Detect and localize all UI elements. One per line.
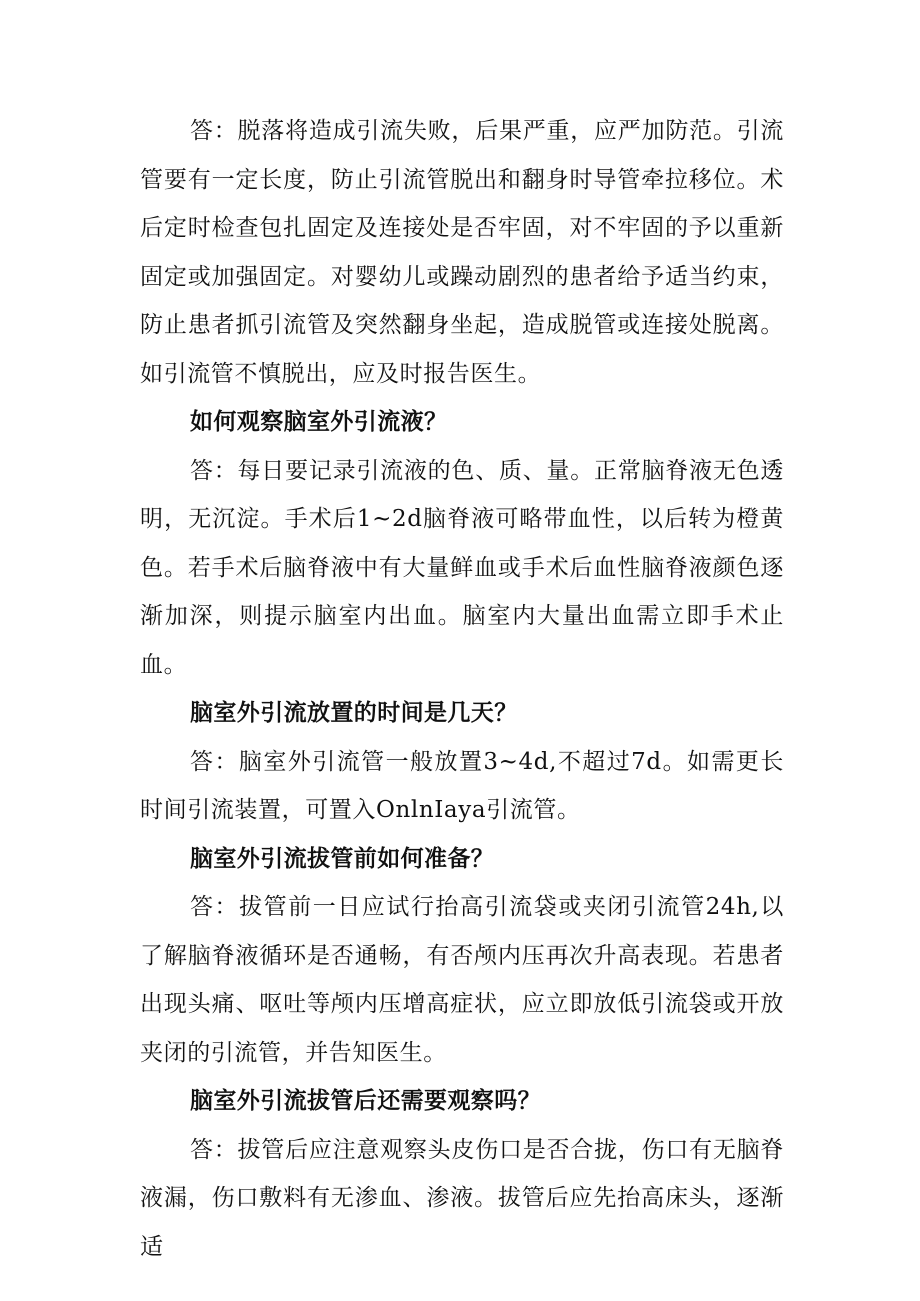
question-heading-pre-removal: 脑室外引流拔管前如何准备？ [190,845,495,872]
answer-paragraph-drain-duration: 答：脑室外引流管一般放置3~4d,不超过7d。如需更长时间引流装置，可置入OnlnIaya引流管。 [140,748,784,823]
answer-paragraph-drain-dislodgement: 答：脱落将造成引流失败，后果严重，应严加防范。引流管要有一定长度，防止引流管脱出和翻身时导管牵拉移位。术后定时检查包扎固定及连接处是否牢固，对不牢固的予以重新固定或加强固定。对婴幼儿或躁动剧烈的患者给予适当约束，防止患者抓引流管及突然翻身坐起，造成脱管或连接处脱离。如引流管不慎脱出，应及时报告医生。 [140,118,784,387]
document-body [140,107,784,1271]
answer-paragraph-pre-removal: 答：拔管前一日应试行抬高引流袋或夹闭引流管24h,以了解脑脊液循环是否通畅，有否颅内压再次升高表现。若患者出现头痛、呕吐等颅内压增高症状，应立即放低引流袋或开放夹闭的引流管，并告知医生。 [140,894,784,1066]
question-heading-post-removal: 脑室外引流拔管后还需要观察吗？ [190,1088,541,1114]
question-heading-observe-drainage: 如何观察脑室外引流液？ [190,409,448,435]
answer-paragraph-post-removal: 答：拔管后应注意观察头皮伤口是否合拢，伤口有无脑脊液漏，伤口敷料有无渗血、渗液。拔管后应先抬高床头，逐渐适 [140,1136,784,1260]
question-heading-drain-duration: 脑室外引流放置的时间是几天？ [190,700,518,726]
answer-paragraph-observe-drainage: 答：每日要记录引流液的色、质、量。正常脑脊液无色透明，无沉淀。手术后1~2d脑脊液可略带血性，以后转为橙黄色。若手术后脑脊液中有大量鲜血或手术后血性脑脊液颜色逐渐加深，则提示脑室内出血。脑室内大量出血需立即手术止血。 [140,457,784,678]
